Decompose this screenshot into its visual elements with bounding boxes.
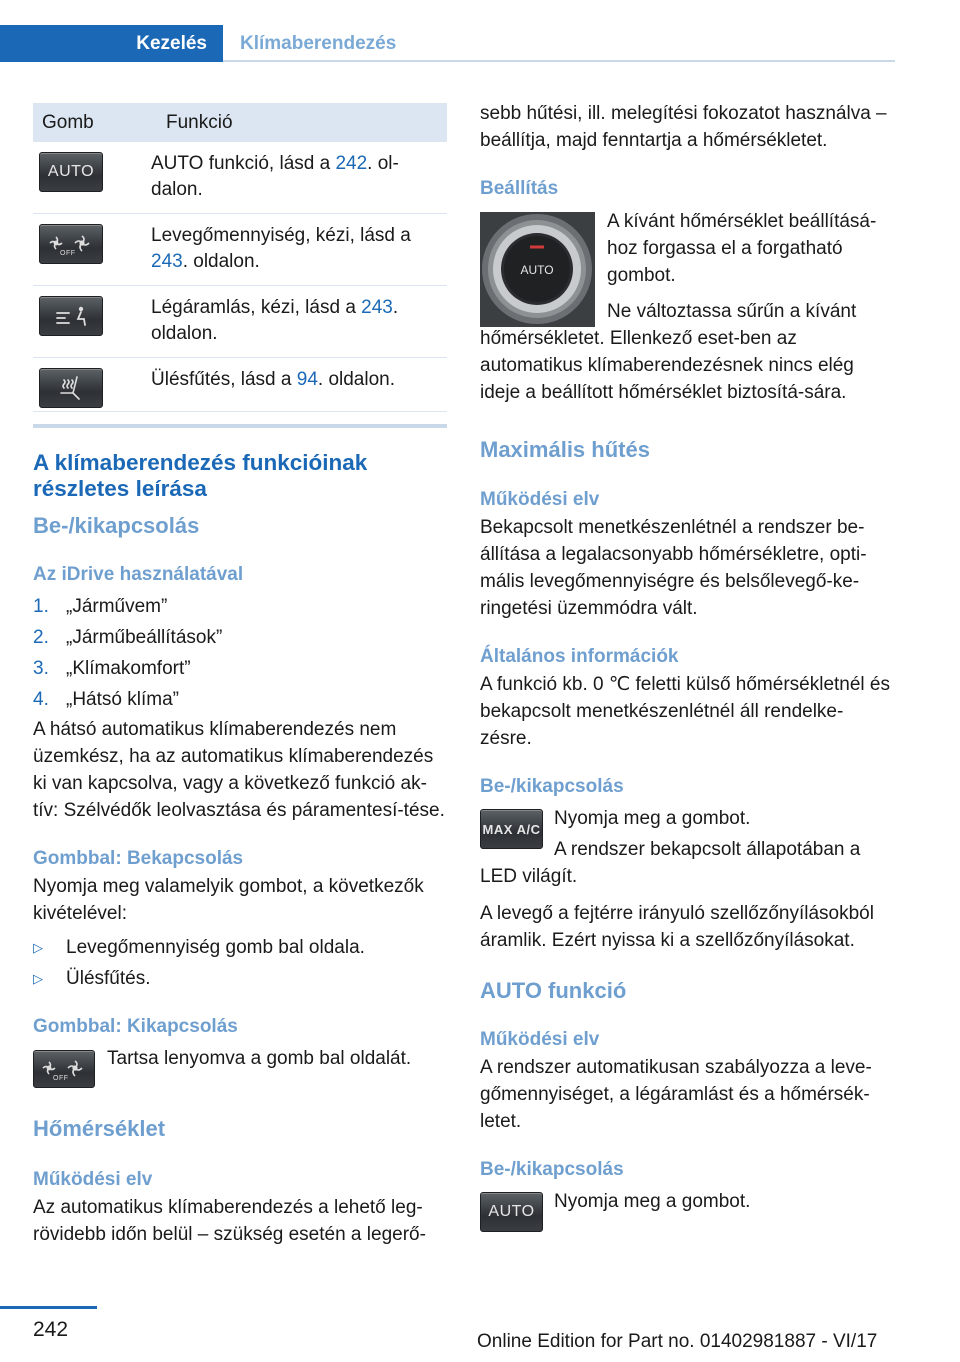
subheading: Beállítás bbox=[480, 178, 559, 199]
edition-note: Online Edition for Part no. 01402981887 - VI/17 bbox=[477, 1331, 878, 1352]
paragraph: A rendszer automatikusan szabályozza a leve-gőmennyiséget, a légáramlást és a hőmérsék-letet. bbox=[480, 1057, 872, 1132]
section-heading: A klímaberendezés funkcióinak részletes leírása bbox=[33, 450, 368, 501]
table-cell-function: Ülésfűtés, lásd a 94. oldalon. bbox=[151, 358, 447, 412]
exceptions-list bbox=[33, 932, 447, 994]
seat-heating-button-icon bbox=[39, 368, 103, 408]
subheading: Be-/kikapcsolás bbox=[480, 1159, 624, 1180]
fan-off-button-icon bbox=[33, 1050, 95, 1088]
max-ac-button-icon: MAX A/C bbox=[480, 809, 543, 849]
footer-rule bbox=[0, 1306, 97, 1309]
header-chapter-tab[interactable]: Klímaberendezés bbox=[240, 33, 397, 54]
header-section-tab[interactable]: Kezelés bbox=[0, 25, 223, 62]
paragraph: Ne változtassa sűrűn a kívánt hőmérsékletet. Ellenkező eset-ben az automatikus klímaberendezésnek nincs elég ideje a beállított hőmérséklet biztosítá-sára. bbox=[480, 301, 857, 403]
running-header bbox=[0, 25, 895, 62]
left-column bbox=[33, 103, 447, 1248]
function-table bbox=[33, 103, 447, 412]
subheading: Az iDrive használatával bbox=[33, 564, 244, 585]
subheading: Általános információk bbox=[480, 646, 679, 667]
fan-off-button-icon bbox=[39, 224, 103, 264]
subheading: Működési elv bbox=[480, 489, 600, 510]
table-header-button: Gomb bbox=[33, 103, 151, 142]
page-link[interactable]: 94 bbox=[296, 369, 318, 390]
subheading: Be-/kikapcsolás bbox=[480, 776, 624, 797]
paragraph: Nyomja meg valamelyik gombot, a következők kivételével: bbox=[33, 876, 424, 924]
section-divider bbox=[33, 424, 447, 428]
air-distribution-button-icon bbox=[39, 296, 103, 336]
paragraph: A kívánt hőmérséklet beállításá-hoz forgassa el a forgatható gombot. bbox=[607, 211, 877, 286]
subsection-heading: AUTO funkció bbox=[480, 978, 627, 1003]
table-row bbox=[33, 286, 447, 358]
header-rule bbox=[223, 60, 895, 62]
table-row bbox=[33, 358, 447, 412]
paragraph: A hátsó automatikus klímaberendezés nem üzemkész, ha az automatikus klímaberendezés ki van kapcsolva, vagy a következő funkció ak-tív: Szélvédők leolvasztása és páramentesí-tése. bbox=[33, 719, 445, 821]
paragraph: A levegő a fejtérre irányuló szellőzőnyílásokból áramlik. Ezért nyissa ki a szellőzőnyílásokat. bbox=[480, 903, 874, 951]
table-row bbox=[33, 214, 447, 286]
auto-button-icon: AUTO bbox=[480, 1192, 543, 1232]
knob-label: AUTO bbox=[520, 263, 554, 277]
subheading: Működési elv bbox=[480, 1029, 600, 1050]
svg-text:OFF: OFF bbox=[60, 250, 76, 257]
paragraph: Az automatikus klímaberendezés a lehető leg-rövidebb időn belül – szükség esetén a legerő- bbox=[33, 1197, 426, 1245]
page-link[interactable]: 242 bbox=[335, 153, 368, 174]
auto-button-icon: AUTO bbox=[39, 152, 103, 192]
subsection-heading: Be-/kikapcsolás bbox=[33, 513, 200, 538]
right-column bbox=[480, 100, 895, 1238]
subsection-heading: Hőmérséklet bbox=[33, 1116, 166, 1141]
paragraph: Bekapcsolt menetkészenlétnél a rendszer be-állítása a legalacsonyabb hőmérsékletre, opti-mális levegőmennyiségre és belsőlevegő-ke-ringetési üzemmódra vált. bbox=[480, 517, 867, 619]
table-header-row bbox=[33, 103, 447, 142]
paragraph: Nyomja meg a gombot. bbox=[554, 1191, 751, 1212]
list-item: 1. „Járművem” bbox=[33, 596, 168, 617]
list-item: ▷ Ülésfűtés. bbox=[33, 968, 151, 989]
paragraph: sebb hűtési, ill. melegítési fokozatot használva – beállítja, majd fenntartja a hőmérsékletet. bbox=[480, 103, 887, 151]
paragraph: A rendszer bekapcsolt állapotában a bbox=[554, 839, 861, 860]
subsection-heading: Maximális hűtés bbox=[480, 437, 650, 462]
svg-text:OFF: OFF bbox=[53, 1075, 69, 1082]
table-row bbox=[33, 142, 447, 214]
idrive-steps-list bbox=[33, 591, 447, 715]
list-item: 4. „Hátsó klíma” bbox=[33, 689, 179, 710]
subheading: Gombbal: Bekapcsolás bbox=[33, 848, 244, 869]
list-item: 3. „Klímakomfort” bbox=[33, 658, 191, 679]
paragraph: Nyomja meg a gombot. bbox=[554, 808, 751, 829]
page-link[interactable]: 243 bbox=[151, 251, 183, 272]
subheading: Gombbal: Kikapcsolás bbox=[33, 1016, 238, 1037]
table-cell-function: Légáramlás, kézi, lásd a 243. oldalon. bbox=[151, 286, 447, 358]
list-item: ▷ Levegőmennyiség gomb bal oldala. bbox=[33, 937, 365, 958]
paragraph: A funkció kb. 0 ℃ feletti külső hőmérsékletnél és bekapcsolt menetkészenlétnél áll rendelke-zésre. bbox=[480, 674, 890, 749]
paragraph: LED világít. bbox=[480, 866, 578, 887]
page-link[interactable]: 243 bbox=[361, 297, 393, 318]
list-item: 2. „Járműbeállítások” bbox=[33, 627, 223, 648]
table-header-function: Funkció bbox=[151, 103, 447, 142]
subheading: Működési elv bbox=[33, 1169, 153, 1190]
page-number: 242 bbox=[33, 1318, 69, 1341]
table-cell-function: Levegőmennyiség, kézi, lásd a 243. oldalon. bbox=[151, 214, 447, 286]
paragraph: Tartsa lenyomva a gomb bal oldalát. bbox=[107, 1048, 412, 1069]
table-cell-function: AUTO funkció, lásd a 242. ol-dalon. bbox=[151, 142, 447, 214]
